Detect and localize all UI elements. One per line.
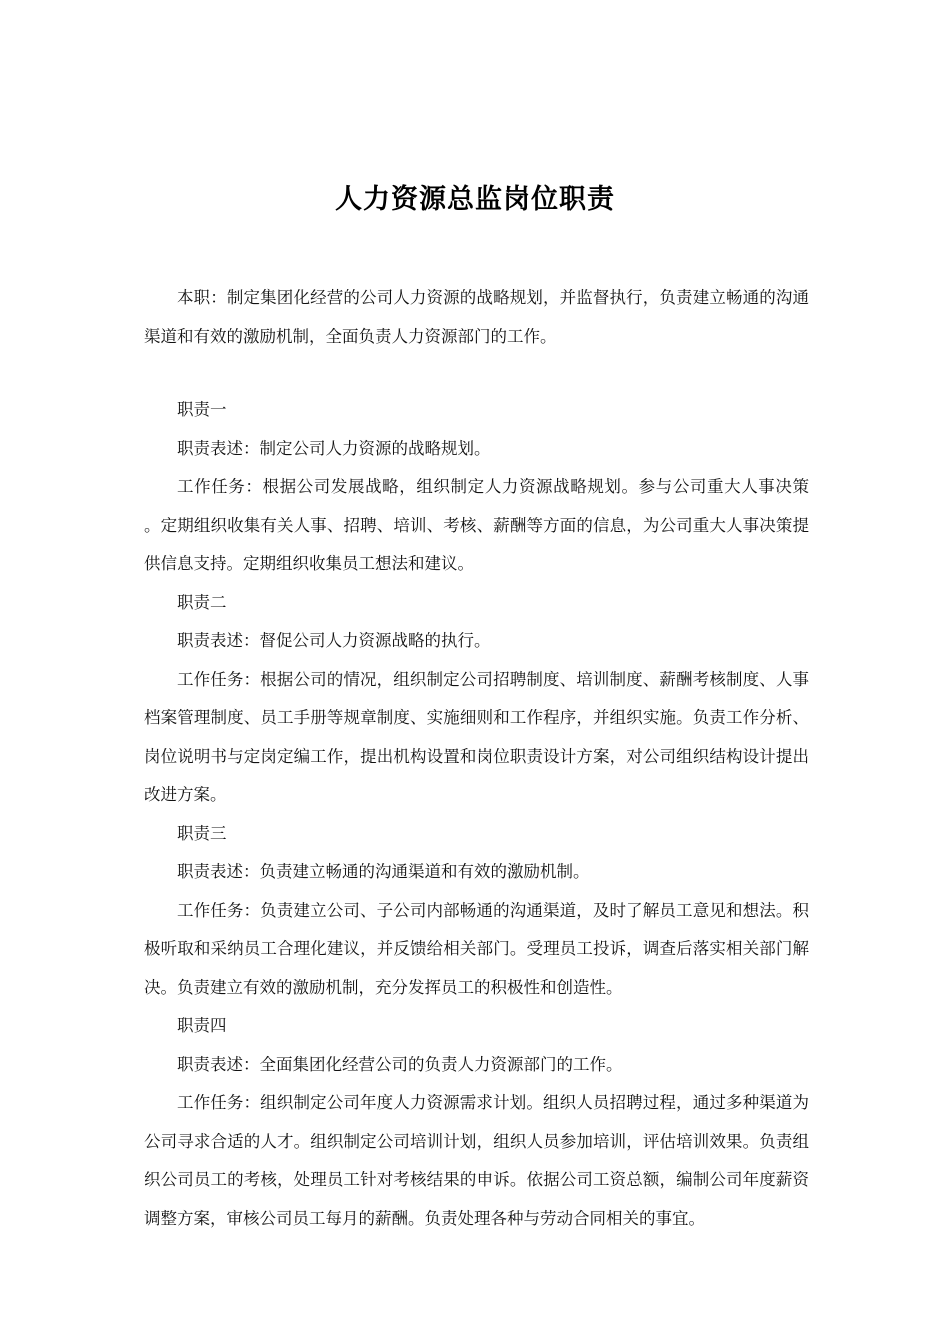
duty-tasks: 工作任务：组织制定公司年度人力资源需求计划。组织人员招聘过程，通过多种渠道为公司寻求合适的人才。组织制定公司培训计划，组织人员参加培训，评估培训效果。负责组织公司员工的考核，处理员工针对考核结果的申诉。依据公司工资总额，编制公司年度薪资调整方案，审核公司员工每月的薪酬。负责处理各种与劳动合同相关的事宜。 [144,1093,809,1228]
duty-section [144,815,809,1008]
duty-description: 职责表述：负责建立畅通的沟通渠道和有效的激励机制。 [177,862,590,881]
duty-description: 职责表述：全面集团化经营公司的负责人力资源部门的工作。 [177,1054,623,1074]
duty-tasks: 工作任务：负责建立公司、子公司内部畅通的沟通渠道，及时了解员工意见和想法。积极听取和采纳员工合理化建议，并反馈给相关部门。受理员工投诉，调查后落实相关部门解决。负责建立有效的激励机制，充分发挥员工的积极性和创造性。 [144,900,809,997]
duty-section [144,584,809,815]
duty-section [144,391,809,584]
duty-description: 职责表述：督促公司人力资源战略的执行。 [177,631,491,650]
intro-paragraph: 本职：制定集团化经营的公司人力资源的战略规划，并监督执行，负责建立畅通的沟通渠道和有效的激励机制，全面负责人力资源部门的工作。 [144,288,809,346]
duty-heading: 职责三 [177,823,227,843]
duty-heading: 职责二 [177,592,227,612]
document-title: 人力资源总监岗位职责 [335,184,615,215]
duties-list [144,391,809,1238]
duty-heading: 职责四 [177,1016,227,1035]
duty-tasks: 工作任务：根据公司发展战略，组织制定人力资源战略规划。参与公司重大人事决策 。定期组织收集有关人事、招聘、培训、考核、薪酬等方面的信息，为公司重大人事决策提供信息支持。定期组织收集员工想法和建议。 [144,477,809,573]
duty-tasks: 工作任务：根据公司的情况，组织制定公司招聘制度、培训制度、薪酬考核制度、人事档案管理制度、员工手册等规章制度、实施细则和工作程序，并组织实施。负责工作分析、岗位说明书与定岗定编工作，提出机构设置和岗位职责设计方案，对公司组织结构设计提出改进方案。 [144,669,809,804]
duty-heading: 职责一 [177,400,227,419]
duty-description: 职责表述：制定公司人力资源的战略规划。 [177,438,491,458]
duty-section [144,1007,809,1238]
